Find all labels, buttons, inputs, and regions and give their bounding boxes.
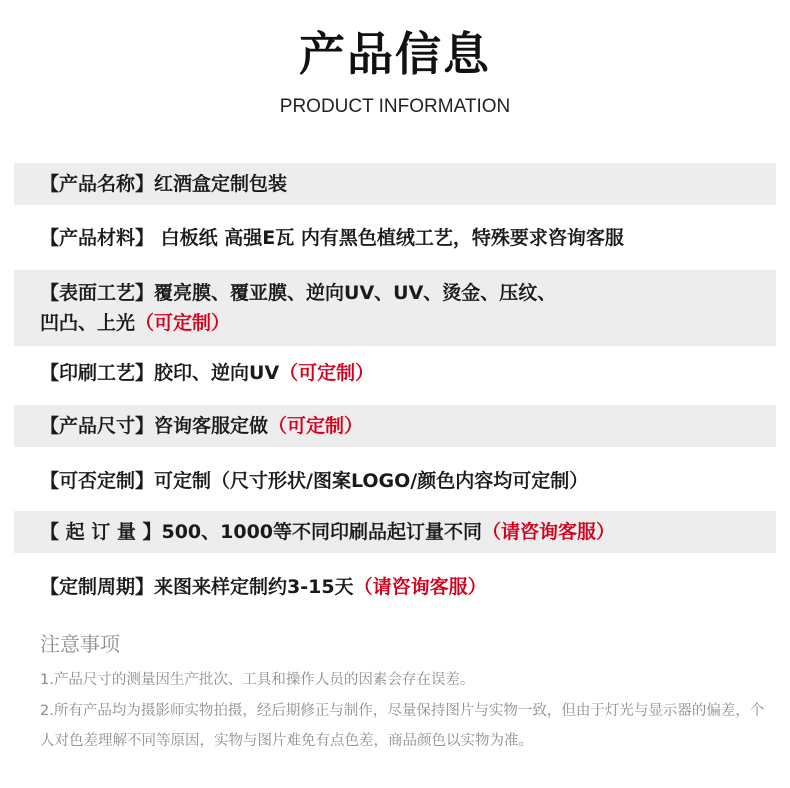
row-label: 【定制周期】 — [40, 576, 155, 598]
info-row-material — [14, 217, 776, 259]
row-note: （可定制） — [268, 415, 364, 437]
row-value: 咨询客服定做 — [154, 415, 269, 437]
row-label: 【可否定制】 — [40, 470, 155, 492]
info-row-printing-process — [14, 352, 776, 394]
row-label: 【表面工艺】 — [40, 282, 155, 304]
notes-title: 注意事项 — [40, 632, 120, 656]
info-row-surface-process — [14, 270, 776, 346]
row-label: 【印刷工艺】 — [40, 362, 155, 384]
info-row-customizable — [14, 460, 776, 502]
page-title: 产品信息 — [299, 27, 491, 81]
row-note: （请咨询客服） — [353, 576, 487, 598]
info-row-size — [14, 405, 776, 447]
row-value: 覆亮膜、覆亚膜、逆向UV、UV、烫金、压纹、凹凸、上光 — [40, 282, 557, 334]
row-label: 【产品尺寸】 — [40, 415, 155, 437]
row-value: 胶印、逆向UV — [154, 362, 280, 384]
page-subtitle: PRODUCT INFORMATION — [279, 96, 511, 117]
row-label: 【产品材料】 — [40, 227, 155, 249]
info-row-lead-time — [14, 566, 776, 608]
row-value: 白板纸 高强E瓦 内有黑色植绒工艺，特殊要求咨询客服 — [154, 227, 624, 249]
row-note: （可定制） — [279, 362, 375, 384]
info-row-product-name — [14, 163, 776, 205]
row-note: （可定制） — [135, 312, 231, 334]
note-item: 2.所有产品均为摄影师实物拍摄，经后期修正与制作，尽量保持图片与实物一致，但由于灯光与显示器的偏差，个人对色差理解不同等原因，实物与图片难免有点色差，商品颜色以实物为准。 — [40, 703, 765, 749]
row-value: 红酒盒定制包装 — [154, 173, 288, 195]
row-label: 【 起 订 量 】 — [40, 521, 162, 543]
row-value: 500、1000等不同印刷品起订量不同 — [161, 521, 483, 543]
note-item: 1.产品尺寸的测量因生产批次、工具和操作人员的因素会存在误差。 — [40, 672, 475, 688]
row-note: （请咨询客服） — [482, 521, 616, 543]
row-label: 【产品名称】 — [40, 173, 155, 195]
row-value: 可定制（尺寸形状/图案LOGO/颜色内容均可定制） — [154, 470, 589, 492]
row-value: 来图来样定制约3-15天 — [154, 576, 354, 598]
info-row-min-order — [14, 511, 776, 553]
